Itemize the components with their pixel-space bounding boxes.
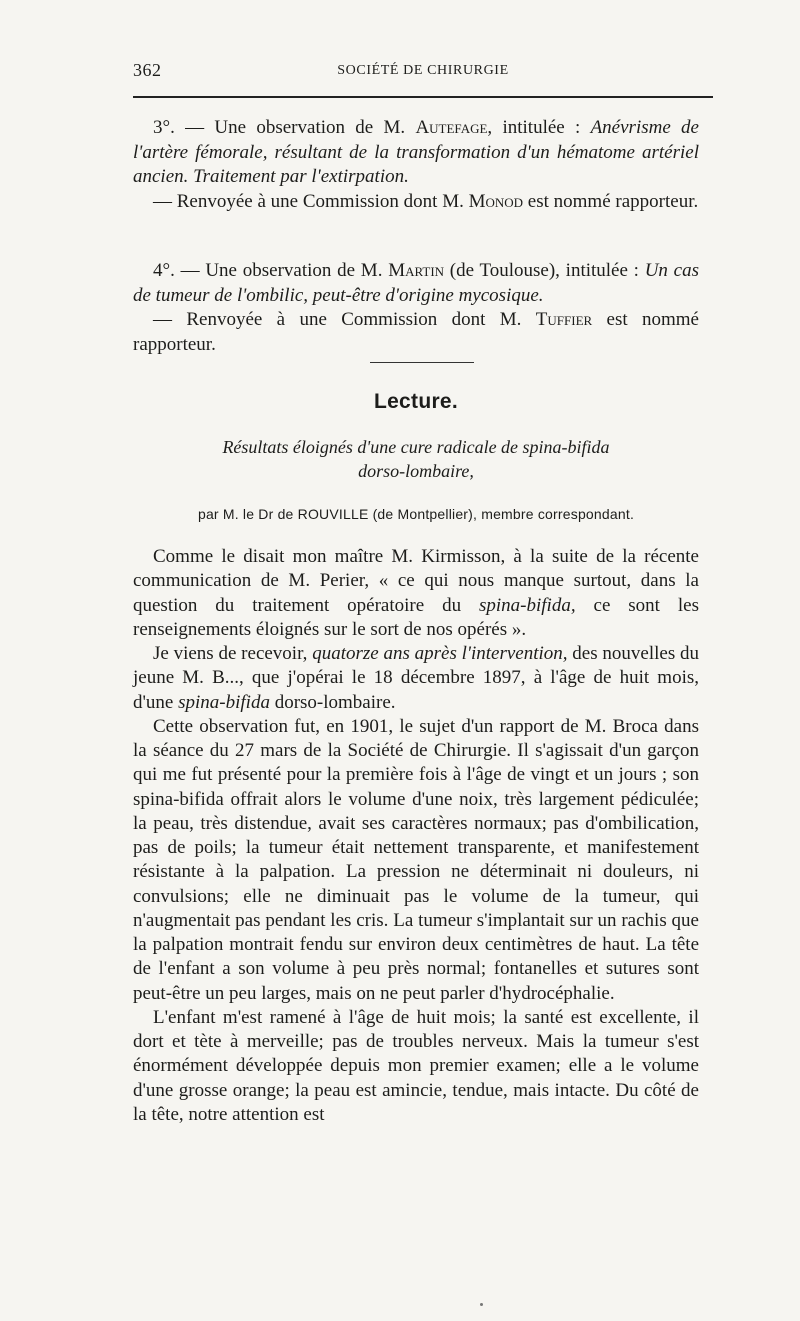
item-3-number: 3°. — Une observation de M. <box>153 117 416 138</box>
item-3-announcement <box>133 116 699 190</box>
item-4 <box>133 259 699 357</box>
item-3-rapporteur: Monod <box>468 190 524 212</box>
article-title-line-2: dorso-lombaire, <box>358 461 474 481</box>
article-byline: par M. le Dr de ROUVILLE (de Montpellier), membre correspondant. <box>197 506 635 522</box>
paragraph-1-text-a: Comme le disait mon maître M. Kirmisson, à la suite de la récente communication de M. Perier, « ce qui nous manque surtout, dans la question du traitement opératoire du <box>133 546 699 616</box>
paragraph-2-text-b: des nouvelles du jeune M. B..., que j'opérai le 18 décembre 1897, à l'âge de huit mois, d'une <box>133 643 699 713</box>
item-4-announcement <box>133 259 699 308</box>
item-4-referral-end: est nommé rapporteur. <box>133 309 699 355</box>
paragraph-2-emphasis-2: spina-bifida <box>178 691 270 713</box>
article-body <box>133 545 699 1127</box>
paragraph-2-emphasis: quatorze ans après l'intervention, <box>312 643 568 664</box>
item-4-rapporteur: Tuffier <box>535 309 593 331</box>
item-3-referral-end: est nommé rapporteur. <box>523 190 699 212</box>
paper-speck <box>480 1303 483 1306</box>
page-header <box>133 60 713 86</box>
item-3-referral-start: — Renvoyée à une Commission dont M. <box>153 190 469 212</box>
paragraph-1 <box>133 545 699 642</box>
item-4-intitulee: (de Toulouse), intitulée : <box>444 260 645 281</box>
item-4-number: 4°. — Une observation de M. <box>153 260 389 281</box>
item-3-author: Autefage <box>415 117 488 138</box>
item-3-referral <box>133 190 699 215</box>
item-3-title: Anévrisme de l'artère fémorale, résultant de la transformation d'un hématome artériel ancien. Traitement par l'extirpation. <box>133 117 699 188</box>
paragraph-4: L'enfant m'est ramené à l'âge de huit mois; la santé est excellente, il dort et tète à merveille; pas de troubles nerveux. Mais la tumeur s'est énormément développée depuis mon premier examen; elle a le volume d'une grosse orange; la peau est amincie, tendue, mais intacte. Du côté de la tête, notre attention est <box>133 1006 699 1125</box>
item-3 <box>133 116 699 214</box>
item-4-referral <box>133 308 699 357</box>
page-number: 362 <box>133 60 162 80</box>
item-4-title: Un cas de tumeur de l'ombilic, peut-être d'origine mycosique. <box>133 260 699 306</box>
paragraph-3: Cette observation fut, en 1901, le sujet d'un rapport de M. Broca dans la séance du 27 mars de la Société de Chirurgie. Il s'agissait d'un garçon qui me fut présenté pour la première fois à l'âge de vingt et un jours ; son spina-bifida offrait alors le volume d'une noix, très largement pédiculée; la peau, très distendue, avait ses caractères normaux; pas d'ombilication, pas de poils; la tumeur était nettement transparente, et manifestement résistante à la palpation. La pression ne déterminait ni douleurs, ni convulsions; elle ne diminuait pas le volume de la tumeur, qui n'augmentait pas pendant les cris. La tumeur s'implantait sur un rachis que la palpation montrait fendu sur environ deux centimètres de haut. La tête de l'enfant a son volume à peu près normal; fontanelles et sutures sont peut-être un peu larges, mais on ne peut parler d'hydrocéphalie. <box>133 715 699 1004</box>
article-title <box>133 435 699 483</box>
paragraph-2-text-a: Je viens de recevoir, <box>153 643 313 664</box>
section-title: Lecture. <box>373 390 459 413</box>
article-title-line-1: Résultats éloignés d'une cure radicale de spina-bifida <box>222 437 610 457</box>
item-4-referral-start: — Renvoyée à une Commission dont M. <box>153 309 536 331</box>
paragraph-2-text-c: dorso-lombaire. <box>269 691 396 713</box>
header-rule <box>133 96 713 98</box>
paragraph-1-text-b: ce sont les renseignements éloignés sur le sort de nos opérés ». <box>133 594 699 640</box>
item-3-intitulee: , intitulée : <box>487 117 591 138</box>
running-title: SOCIÉTÉ DE CHIRURGIE <box>337 63 509 78</box>
item-4-author: Martin <box>388 260 445 281</box>
paragraph-2 <box>133 642 699 715</box>
section-separator <box>370 362 474 363</box>
paragraph-1-emphasis: spina-bifida, <box>479 594 576 616</box>
